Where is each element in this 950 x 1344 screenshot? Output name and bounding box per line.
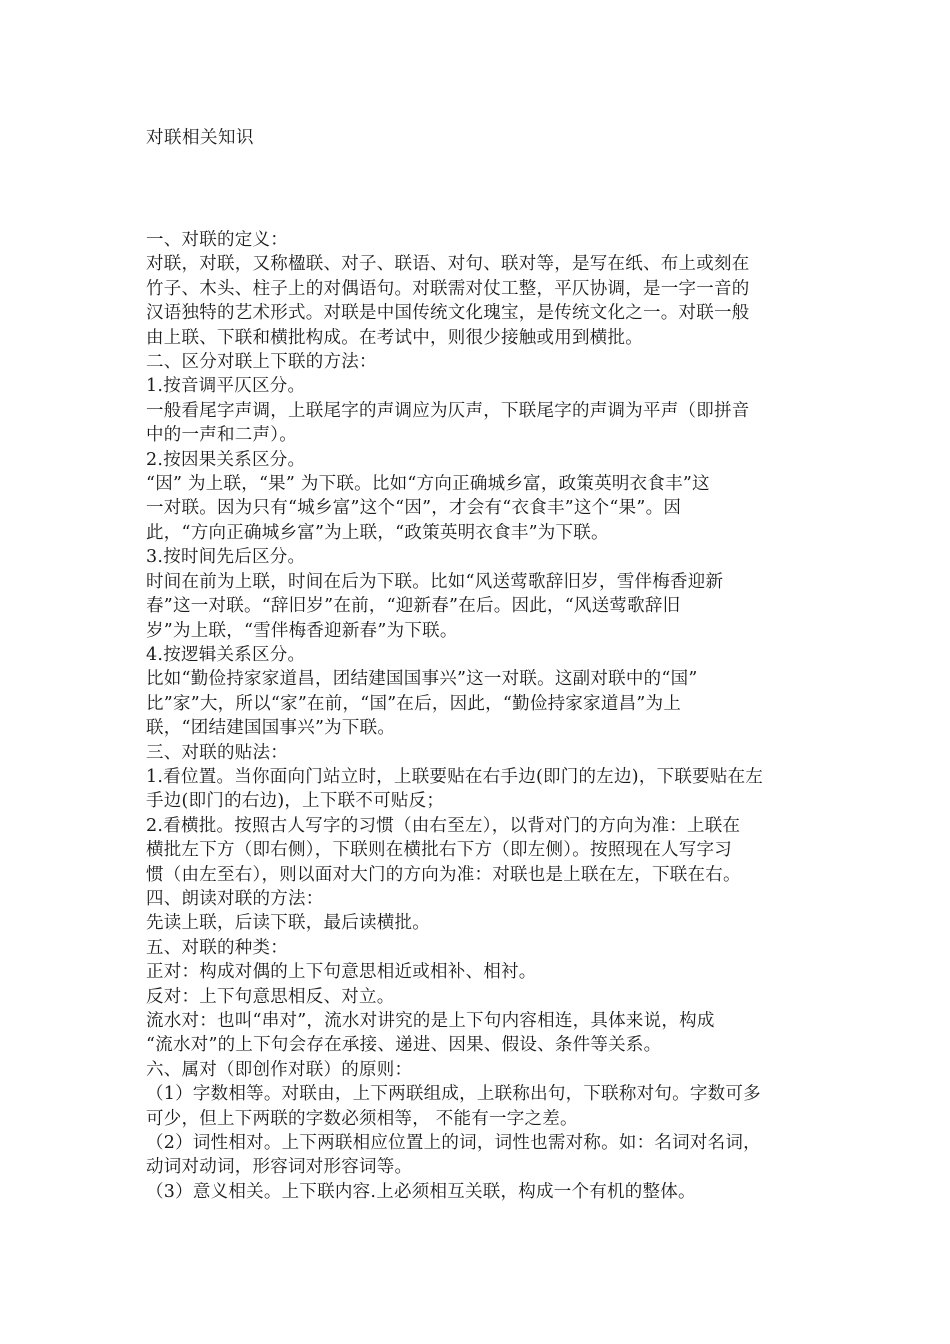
paragraph-line: 动词对动词，形容词对形容词等。 [146,1157,413,1178]
paragraph-line: 正对：构成对偶的上下句意思相近或相补、相衬。 [146,962,537,983]
paragraph-line: 春”这一对联。“辞旧岁”在前，“迎新春”在后。因此，“风送莺歌辞旧 [146,596,681,617]
paragraph-line: （3）意义相关。上下联内容.上必须相互关联，构成一个有机的整体。 [146,1181,696,1202]
section-heading-definition: 一、对联的定义： [146,230,288,250]
paragraph-line: 岁”为上联，“雪伴梅香迎新春”为下联。 [146,620,458,641]
document-title: 对联相关知识 [146,128,254,148]
paragraph-line: 手边(即门的右边)，上下联不可贴反； [146,791,445,812]
paragraph-line: 惯（由左至右），则以面对大门的方向为准：对联也是上联在左，下联在右。 [146,864,741,885]
section-heading-principles: 六、属对（即创作对联）的原则： [146,1059,413,1080]
paragraph-line: 流水对：也叫“串对”，流水对讲究的是上下句内容相连，具体来说，构成 [146,1011,715,1031]
subheading-cause-effect: 2.按因果关系区分。 [146,449,306,470]
paragraph-line: 联，“团结建国国事兴”为下联。 [146,718,396,739]
paragraph-line: 比”家”大，所以“家”在前，“国”在后，因此，“勤俭持家家道昌”为上 [146,693,682,714]
paragraph-line: 先读上联，后读下联，最后读横批。 [146,913,430,934]
paragraph-line: 反对：上下句意思相反、对立。 [146,986,395,1007]
paragraph-line: 可少，但上下两联的字数必须相等， 不能有一字之差。 [146,1108,578,1129]
paragraph-line: 1.看位置。当你面向门站立时，上联要贴在右手边(即门的左边)，下联要贴在左 [146,766,764,787]
paragraph-line: 汉语独特的艺术形式。对联是中国传统文化瑰宝，是传统文化之一。对联一般 [146,303,750,324]
section-heading-reading: 四、朗读对联的方法： [146,888,324,909]
paragraph-line: 一般看尾字声调，上联尾字的声调应为仄声，下联尾字的声调为平声（即拼音 [146,400,750,421]
paragraph-line: “因” 为上联，“果” 为下联。比如“方向正确城乡富，政策英明衣食丰”这 [146,474,710,495]
document-body [146,228,811,1204]
paragraph-line: 此，“方向正确城乡富”为上联，“政策英明衣食丰”为下联。 [146,522,609,543]
subheading-tone: 1.按音调平仄区分。 [146,376,306,397]
paragraph-line: 横批左下方（即右侧），下联则在横批右下方（即左侧）。按照现在人写字习 [146,840,732,861]
section-heading-types: 五、对联的种类： [146,937,288,958]
subheading-logic: 4.按逻辑关系区分。 [146,644,306,665]
section-heading-posting: 三、对联的贴法： [146,742,288,763]
paragraph-line: 竹子、木头、柱子上的对偶语句。对联需对仗工整，平仄协调，是一字一音的 [146,278,750,299]
paragraph-line: 对联，对联，又称楹联、对子、联语、对句、联对等，是写在纸、布上或刻在 [146,254,750,275]
paragraph-line: “流水对”的上下句会存在承接、递进、因果、假设、条件等关系。 [146,1035,662,1056]
paragraph-line: （1）字数相等。对联由，上下两联组成，上联称出句，下联称对句。字数可多 [146,1084,761,1105]
section-heading-distinguish: 二、区分对联上下联的方法： [146,352,377,373]
paragraph-line: 由上联、下联和横批构成。在考试中，则很少接触或用到横批。 [146,327,643,348]
subheading-time-order: 3.按时间先后区分。 [146,547,306,568]
paragraph-line: （2）词性相对。上下两联相应位置上的词，词性也需对称。如：名词对名词， [146,1133,761,1154]
paragraph-line: 比如“勤俭持家家道昌，团结建国国事兴”这一对联。这副对联中的“国” [146,669,698,690]
paragraph-line: 一对联。因为只有“城乡富”这个“因”，才会有“衣食丰”这个“果”。因 [146,498,682,519]
paragraph-line: 中的一声和二声）。 [146,425,297,446]
paragraph-line: 时间在前为上联，时间在后为下联。比如“风送莺歌辞旧岁，雪伴梅香迎新 [146,571,724,592]
paragraph-line: 2.看横批。按照古人写字的习惯（由右至左），以背对门的方向为准：上联在 [146,815,741,836]
